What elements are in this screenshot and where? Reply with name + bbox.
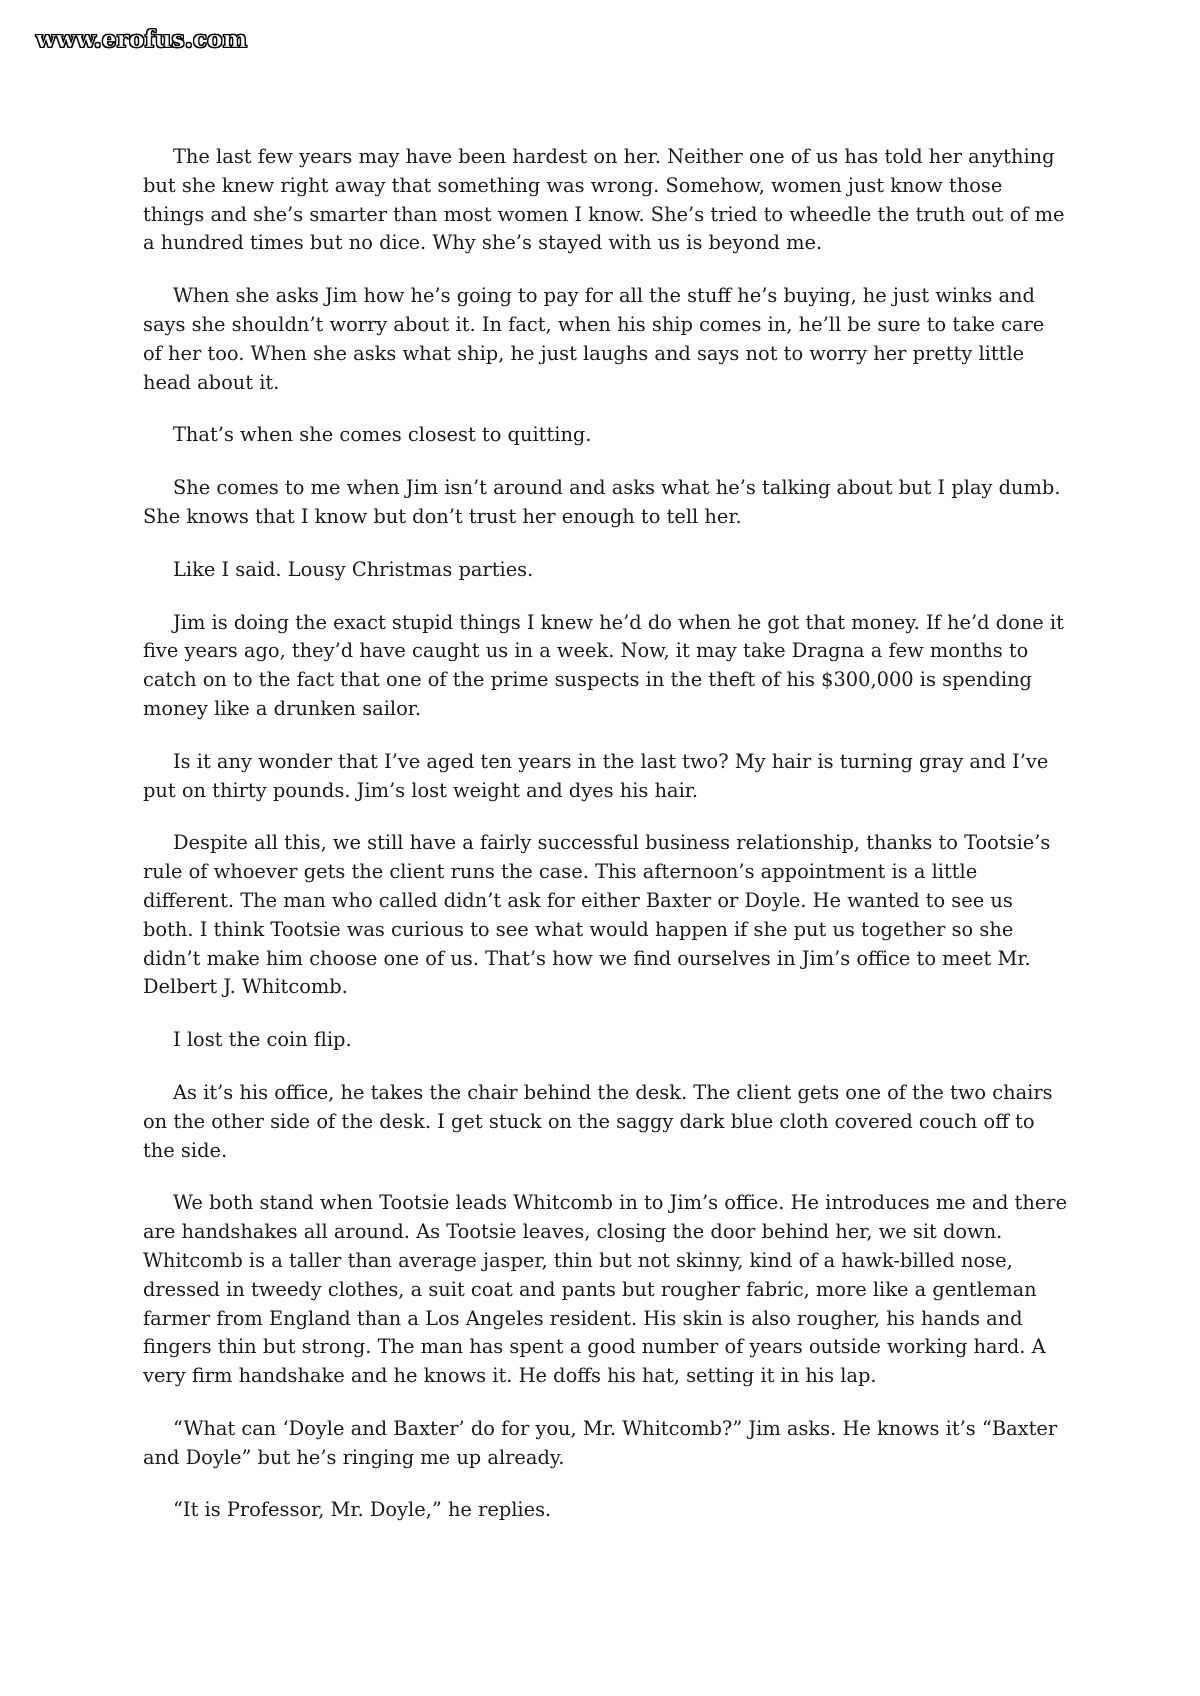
paragraph: Jim is doing the exact stupid things I knew he’d do when he got that money. If he’d done it five years ago, they’d have caught us in a week. Now, it may take Dragna a few months to catch on to the fact that one of the prime suspects in the theft of his $300,000 is spending money like a drunken sailor.: [143, 610, 1064, 720]
paragraph: “It is Professor, Mr. Doyle,” he replies.: [173, 1498, 552, 1522]
paragraph: “What can ‘Doyle and Baxter’ do for you, Mr. Whitcomb?” Jim asks. He knows it’s “Baxter and Doyle” but he’s ringing me up already.: [143, 1416, 1058, 1469]
watermark-text: www.erofus.com: [36, 26, 248, 53]
paragraph: As it’s his office, he takes the chair behind the desk. The client gets one of the two chairs on the other side of the desk. I get stuck on the saggy dark blue cloth covered couch off to the side.: [143, 1080, 1053, 1162]
paragraph: She comes to me when Jim isn’t around and asks what he’s talking about but I play dumb. She knows that I know but don’t trust her enough to tell her.: [143, 476, 1061, 528]
paragraph: That’s when she comes closest to quitting.: [173, 423, 592, 447]
paragraph: The last few years may have been hardest on her. Neither one of us has told her anything but she knew right away that something was wrong. Somehow, women just know those things and she’s smarter than most women I know. She’s tried to wheedle the truth out of me a hundred times but no dice. Why she’s stayed with us is beyond me.: [143, 145, 1065, 255]
paragraph: Is it any wonder that I’ve aged ten years in the last two? My hair is turning gray and I’ve put on thirty pounds. Jim’s lost weight and dyes his hair.: [143, 749, 1049, 802]
paragraph: We both stand when Tootsie leads Whitcomb in to Jim’s office. He introduces me and there are handshakes all around. As Tootsie leaves, closing the door behind her, we sit down. Whitcomb is a taller than average jasper, thin but not skinny, kind of a hawk-billed nose, dressed in tweedy clothes, a suit coat and pants but rougher fabric, more like a gentleman farmer from England than a Los Angeles resident. His skin is also rougher, his hands and fingers thin but strong. The man has spent a good number of years outside working hard. A very firm handshake and he knows it. He doffs his hat, setting it in his lap.: [143, 1191, 1068, 1388]
paragraph: I lost the coin flip.: [173, 1028, 352, 1052]
paragraph: When she asks Jim how he’s going to pay for all the stuff he’s buying, he just winks and says she shouldn’t worry about it. In fact, when his ship comes in, he’ll be sure to take care of her too. When she asks what ship, he just laughs and says not to worry her pretty little head about it.: [143, 284, 1045, 394]
paragraph: Despite all this, we still have a fairly successful business relationship, thanks to Tootsie’s rule of whoever gets the client runs the case. This afternoon’s appointment is a little different. The man who called didn’t ask for either Baxter or Doyle. He wanted to see us both. I think Tootsie was curious to see what would happen if she put us together so she didn’t make him choose one of us. That’s how we find ourselves in Jim’s office to meet Mr. Delbert J. Whitcomb.: [143, 831, 1051, 999]
page-body: [143, 143, 1068, 1549]
paragraph: Like I said. Lousy Christmas parties.: [173, 557, 534, 581]
